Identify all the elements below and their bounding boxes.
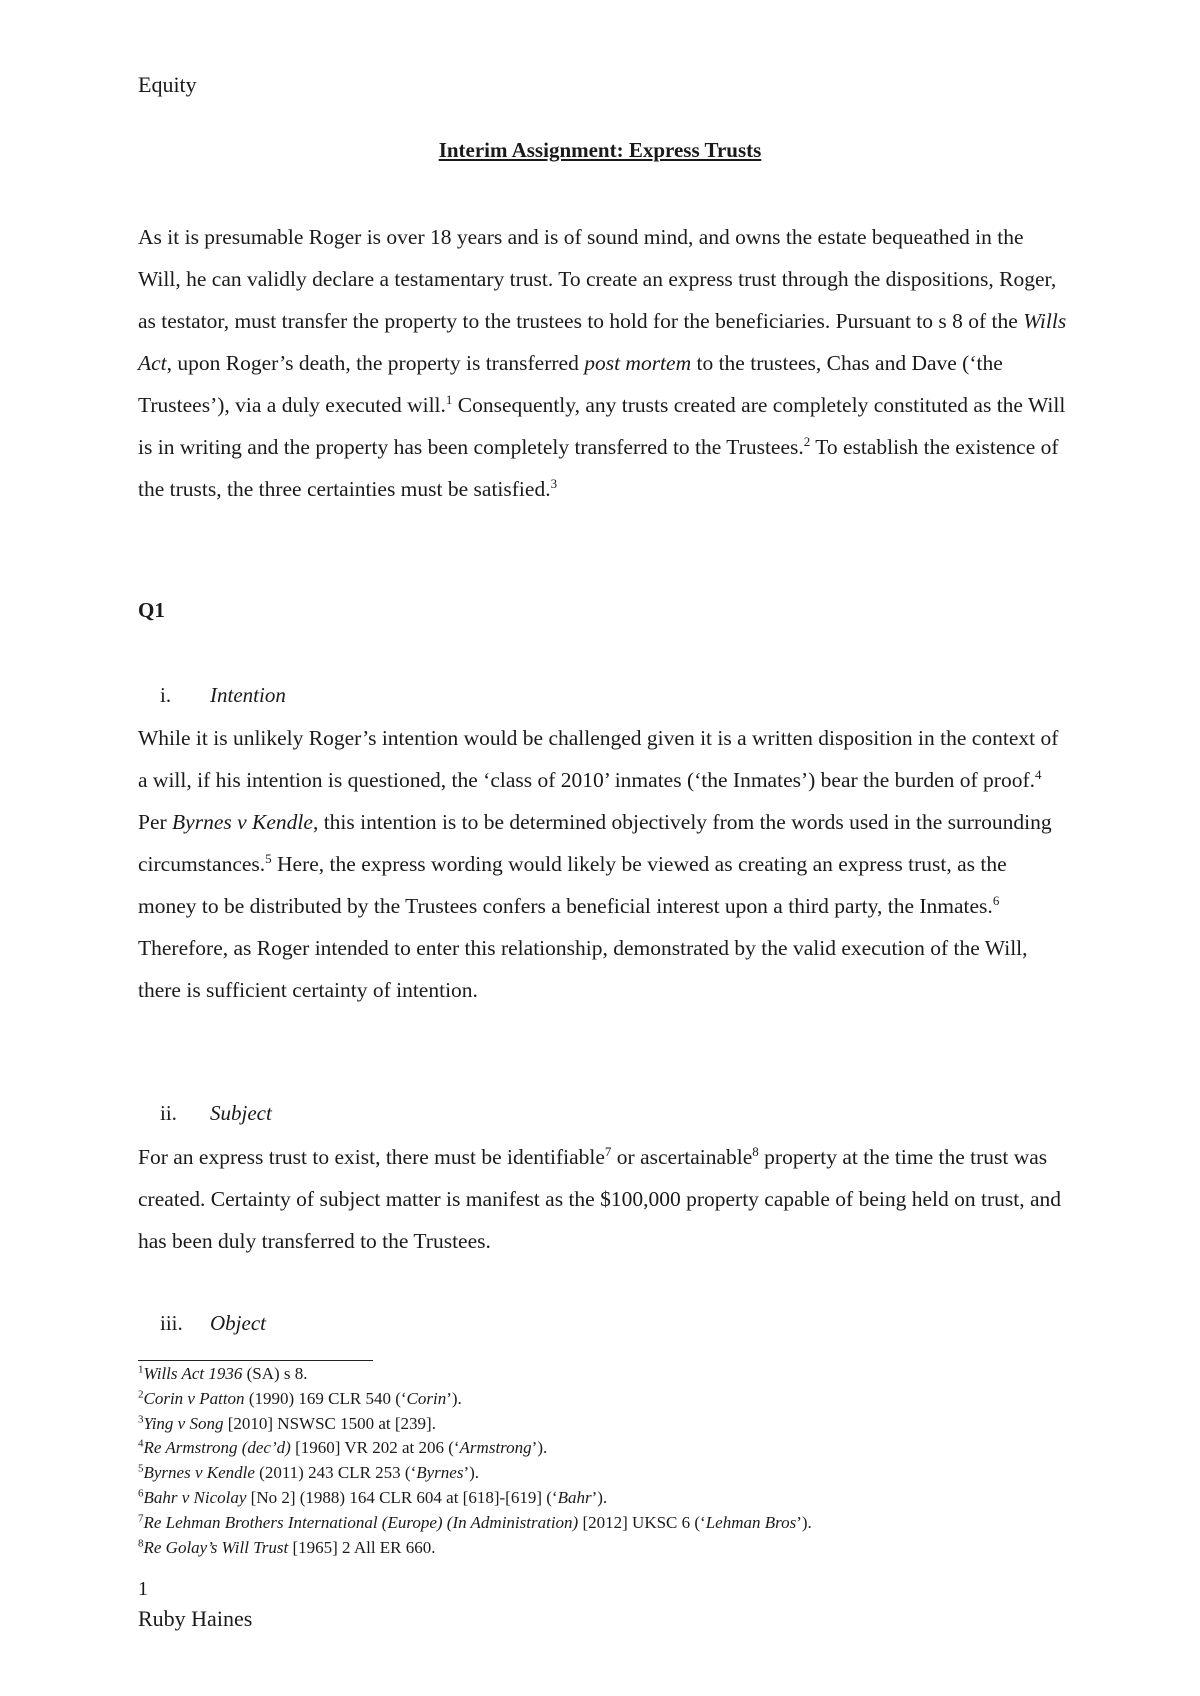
- course-header: Equity: [138, 72, 197, 97]
- footnote-ref-1[interactable]: 1: [445, 391, 453, 407]
- intention-text-1: While it is unlikely Roger’s intention would be challenged given it is a written disposition in the context of a will, if his intention is questioned, the ‘class of 2010’ inmates (‘the Inmates’) bear the burden of proof.: [138, 726, 1059, 792]
- footnote: $^5$Byrnes v Kendle (2011) 243 CLR 253 (‘Byrnes’).: [138, 1462, 480, 1483]
- subject-paragraph: [138, 1136, 1068, 1262]
- intention-paragraph: [138, 717, 1068, 1011]
- footnote-ref-3[interactable]: 3: [550, 475, 558, 491]
- intention-text-4: Here, the express wording would likely be viewed as creating an express trust, as the money to be distributed by the Trustees confers a beneficial interest upon a third party, the Inmates.: [138, 852, 1007, 918]
- intro-text-4: Consequently, any trusts created are completely constituted as the Will is in writing and the property has been completely transferred to the Trustees.: [138, 393, 1066, 459]
- subject-text-1: For an express trust to exist, there must be identifiable: [138, 1145, 605, 1169]
- question-heading: Q1: [138, 598, 165, 622]
- subject-text-2: or ascertainable: [611, 1145, 753, 1169]
- intention-text-3: , this intention is to be determined objectively from the words used in the surrounding circumstances.: [138, 810, 1052, 876]
- intro-text-5: To establish the existence of the trusts, the three certainties must be satisfied.: [138, 435, 1059, 501]
- page-number: 1: [138, 1578, 148, 1600]
- intention-heading-text: Intention: [210, 683, 286, 707]
- wills-act-ref: Wills Act: [138, 309, 1067, 375]
- intention-text-2: Per: [138, 810, 173, 834]
- footnote-ref-2[interactable]: 2: [803, 433, 811, 449]
- roman-numeral-ii: ii.: [160, 1101, 177, 1125]
- intro-text-3: to the trustees, Chas and Dave (‘the Trustees’), via a duly executed will.: [138, 351, 1003, 417]
- roman-numeral-i: i.: [160, 683, 172, 707]
- footnote: $^7$Re Lehman Brothers International (Europe) (In Administration) [2012] UKSC 6 (‘Lehman Bros’).: [138, 1512, 812, 1532]
- subject-heading-text: Subject: [210, 1101, 272, 1125]
- footnote-ref-6[interactable]: 6: [992, 892, 1000, 908]
- author-name: Ruby Haines: [138, 1606, 253, 1631]
- footnote-ref-4[interactable]: 4: [1035, 766, 1042, 782]
- document-title: Interim Assignment: Express Trusts: [438, 138, 762, 162]
- footnote: $^2$Corin v Patton (1990) 169 CLR 540 (‘Corin’).: [138, 1388, 462, 1408]
- intro-paragraph: [138, 216, 1068, 510]
- footnote: $^8$Re Golay’s Will Trust [1965] 2 All ER 660.: [138, 1536, 436, 1557]
- post-mortem-term: post mortem: [584, 351, 692, 375]
- footnotes-list: [138, 1362, 1138, 1560]
- case-byrnes-kendle: Byrnes v Kendle: [172, 810, 313, 834]
- footnote-ref-7[interactable]: 7: [604, 1143, 612, 1159]
- footnote: $^6$Bahr v Nicolay [No 2] (1988) 164 CLR 604 at [618]-[619] (‘Bahr’).: [138, 1487, 608, 1507]
- object-heading-text: Object: [210, 1311, 266, 1335]
- footnote: $^4$Re Armstrong (dec’d) [1960] VR 202 at 206 (‘Armstrong’).: [138, 1437, 548, 1458]
- intro-text-2: , upon Roger’s death, the property is transferred: [166, 351, 585, 375]
- subject-text-3: property at the time the trust was created. Certainty of subject matter is manifest as the $100,000 property capable of being held on trust, and has been duly transferred to the Trustees.: [138, 1145, 1062, 1253]
- footnote-ref-8[interactable]: 8: [752, 1143, 759, 1159]
- footnote: $^3$Ying v Song [2010] NSWSC 1500 at [239].: [138, 1412, 436, 1433]
- footnote-separator: [138, 1360, 373, 1361]
- intro-text-1: As it is presumable Roger is over 18 years and is of sound mind, and owns the estate bequeathed in the Will, he can validly declare a testamentary trust. To create an express trust through the dispositions, Roger, as testator, must transfer the property to the trustees to hold for the beneficiaries. Pursuant to s 8 of the: [138, 225, 1057, 333]
- footnote: $^1$Wills Act 1936 (SA) s 8.: [138, 1363, 308, 1383]
- roman-numeral-iii: iii.: [160, 1311, 183, 1335]
- footnote-ref-5[interactable]: 5: [265, 850, 272, 866]
- intention-text-5: Therefore, as Roger intended to enter this relationship, demonstrated by the valid execution of the Will, there is sufficient certainty of intention.: [138, 936, 1028, 1002]
